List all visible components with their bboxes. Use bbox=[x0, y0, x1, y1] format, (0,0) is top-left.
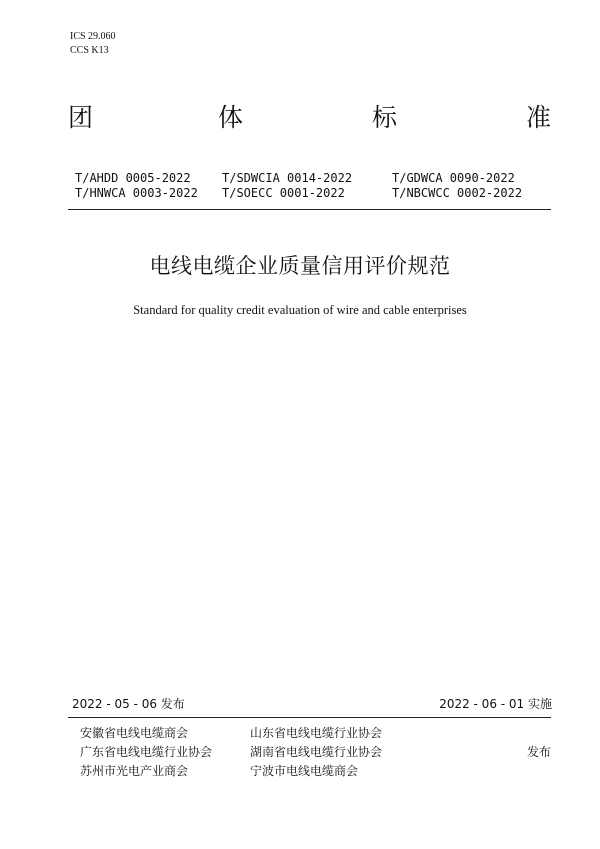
standard-type-char: 团 bbox=[68, 103, 94, 132]
ccs-code: CCS K13 bbox=[70, 45, 109, 56]
standard-code: T/SDWCIA 0014-2022 bbox=[222, 171, 353, 185]
standard-code: T/AHDD 0005-2022 bbox=[75, 171, 191, 185]
publisher-org: 广东省电线电缆行业协会 bbox=[80, 745, 213, 759]
publisher-org: 湖南省电线电缆行业协会 bbox=[250, 745, 383, 759]
publisher-org: 安徽省电线电缆商会 bbox=[80, 726, 189, 740]
standard-type-char: 准 bbox=[526, 103, 552, 132]
standard-code: T/HNWCA 0003-2022 bbox=[75, 186, 198, 200]
top-divider bbox=[68, 209, 551, 210]
standard-code: T/SOECC 0001-2022 bbox=[222, 186, 345, 200]
document-title-english: Standard for quality credit evaluation of wire and cable enterprises bbox=[133, 303, 467, 317]
standard-type-char: 标 bbox=[372, 103, 398, 132]
bottom-divider bbox=[68, 717, 551, 718]
implement-date: 2022 - 06 - 01 实施 bbox=[439, 697, 552, 711]
ics-code: ICS 29.060 bbox=[70, 31, 116, 42]
publisher-org: 山东省电线电缆行业协会 bbox=[250, 726, 383, 740]
publish-label: 发布 bbox=[526, 745, 551, 759]
publish-date: 2022 - 05 - 06 发布 bbox=[72, 697, 185, 711]
standard-code: T/GDWCA 0090-2022 bbox=[392, 171, 515, 185]
publisher-org: 苏州市光电产业商会 bbox=[80, 764, 189, 778]
standard-code: T/NBCWCC 0002-2022 bbox=[392, 186, 523, 200]
publisher-org: 宁波市电线电缆商会 bbox=[250, 764, 359, 778]
document-title: 电线电缆企业质量信用评价规范 bbox=[149, 254, 451, 278]
standard-type-char: 体 bbox=[218, 103, 244, 132]
